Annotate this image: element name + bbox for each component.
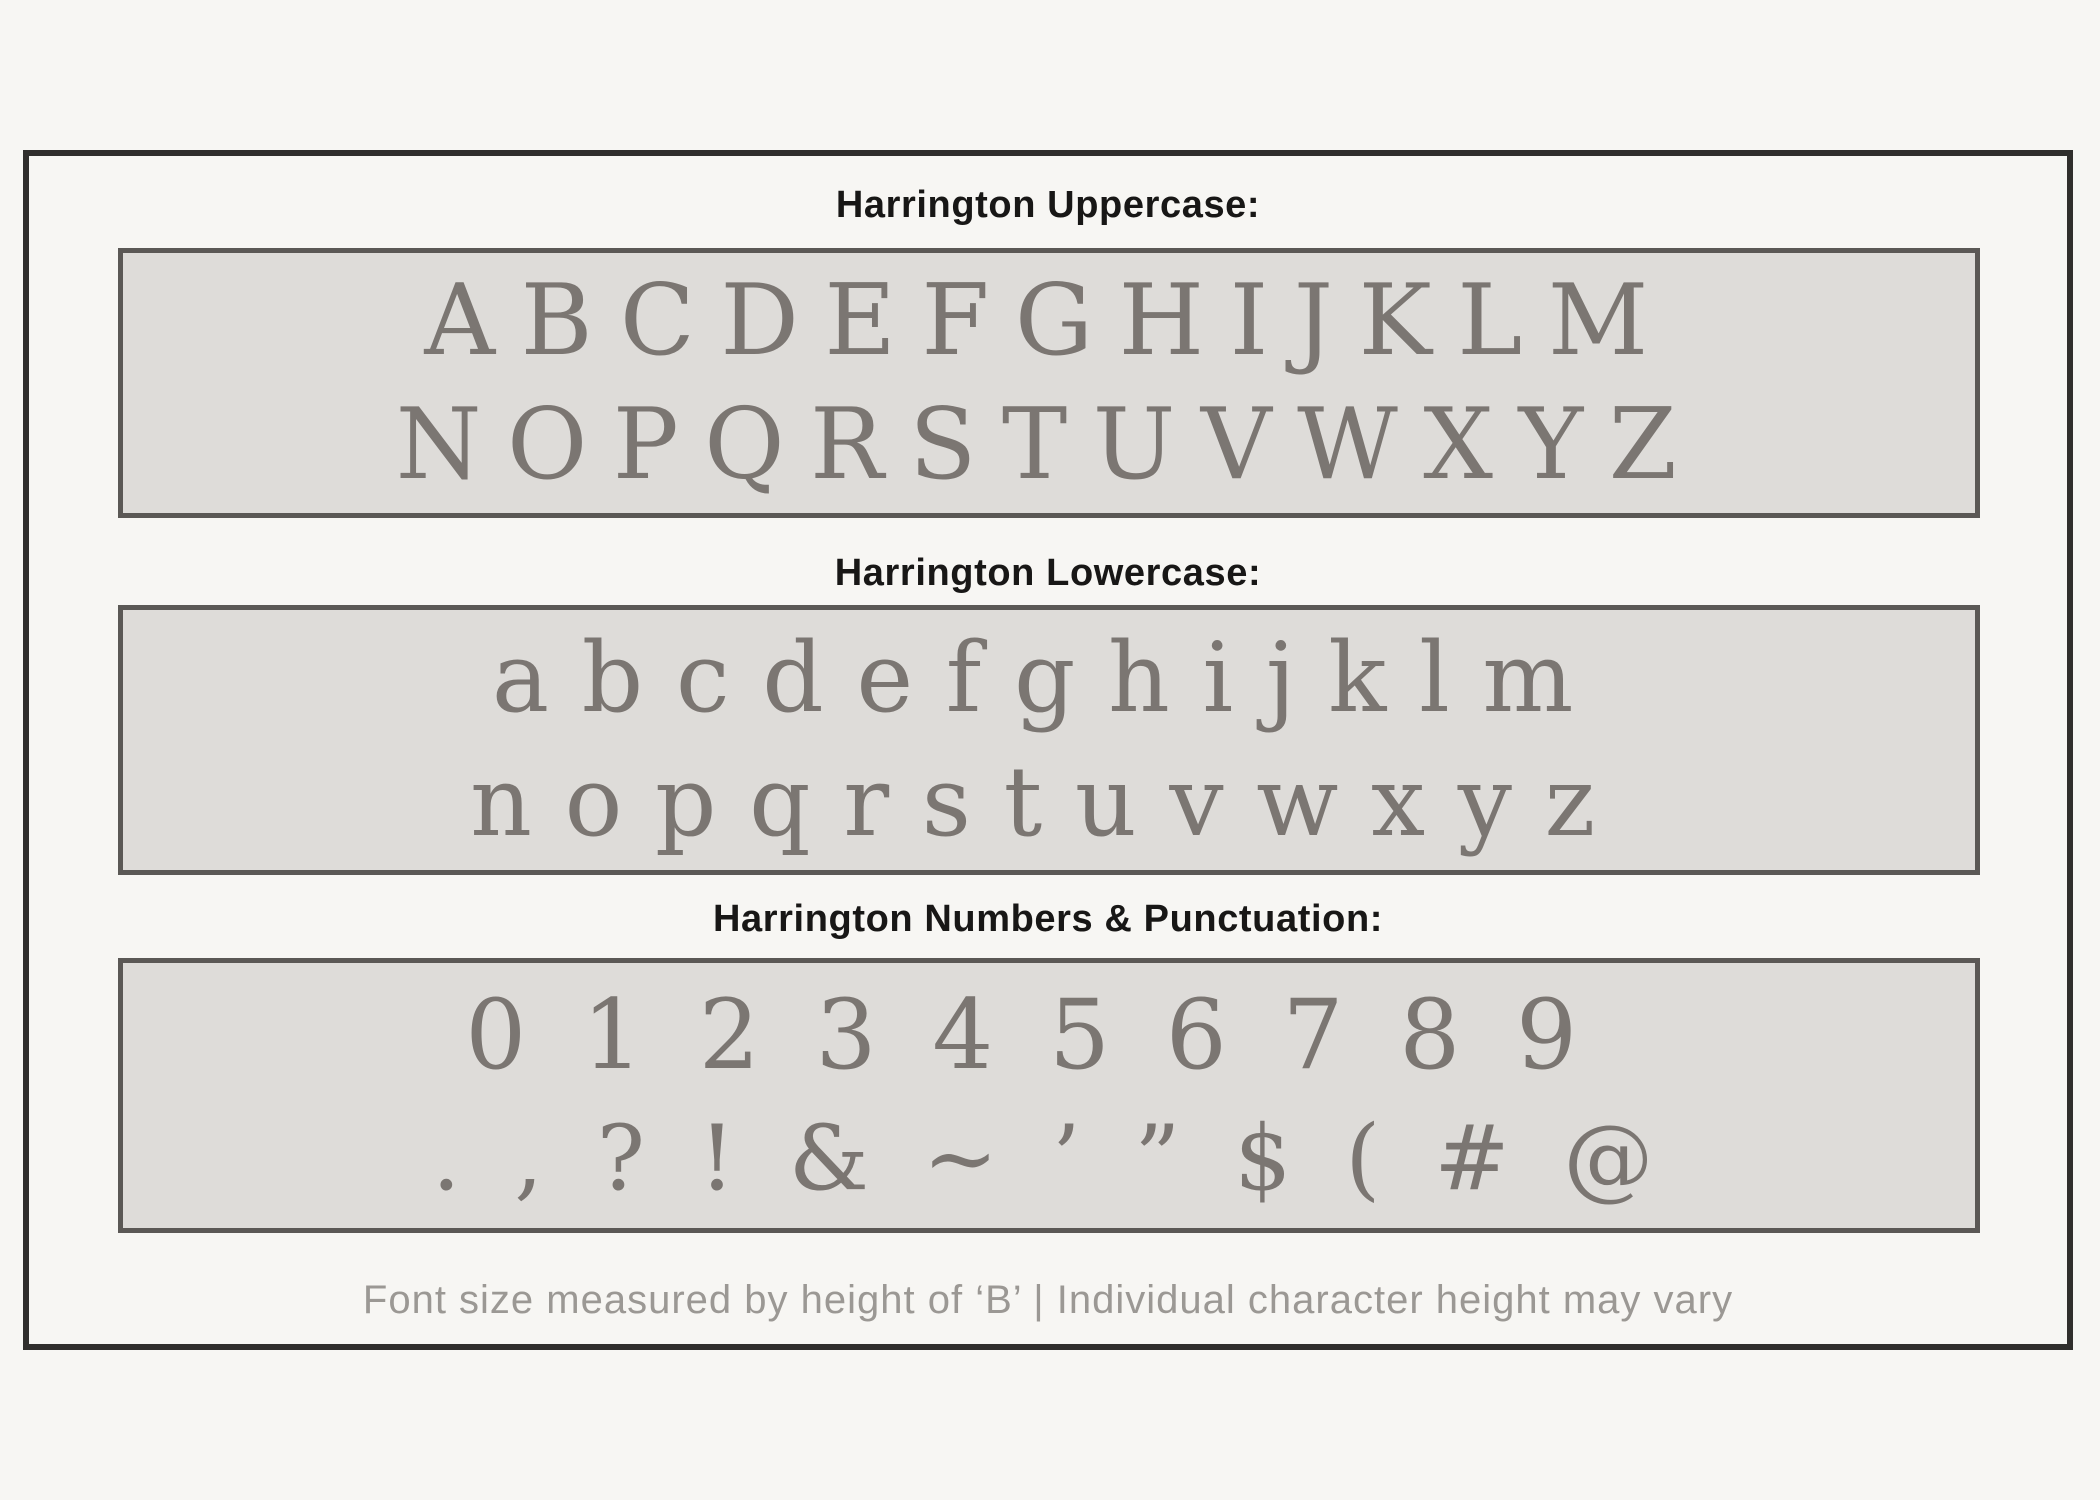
uppercase-panel [118,248,1980,518]
section-title-numbers-punctuation: Harrington Numbers & Punctuation: [712,898,1384,940]
lowercase-panel [118,605,1980,875]
uppercase-row-2: NOPQRSTUVWXYZ [395,388,1703,502]
section-title-uppercase: Harrington Uppercase: [835,184,1261,226]
footer-note: Font size measured by height of ‘B’ | Individual character height may vary [362,1278,1734,1322]
lowercase-row-2: nopqrstuvwxyz [470,746,1628,858]
outer-frame [23,150,2073,1350]
punctuation-row: . , ? ! & ~ ’ ” $ ( # @ [431,1105,1667,1211]
lowercase-row-1: abcdefghijklm [491,622,1607,734]
numbers-row: 0123456789 [465,978,1633,1091]
uppercase-row-1: ABCDEFGHIJKLM [424,264,1674,378]
section-title-lowercase: Harrington Lowercase: [834,552,1262,594]
numbers-punctuation-panel [118,958,1980,1233]
